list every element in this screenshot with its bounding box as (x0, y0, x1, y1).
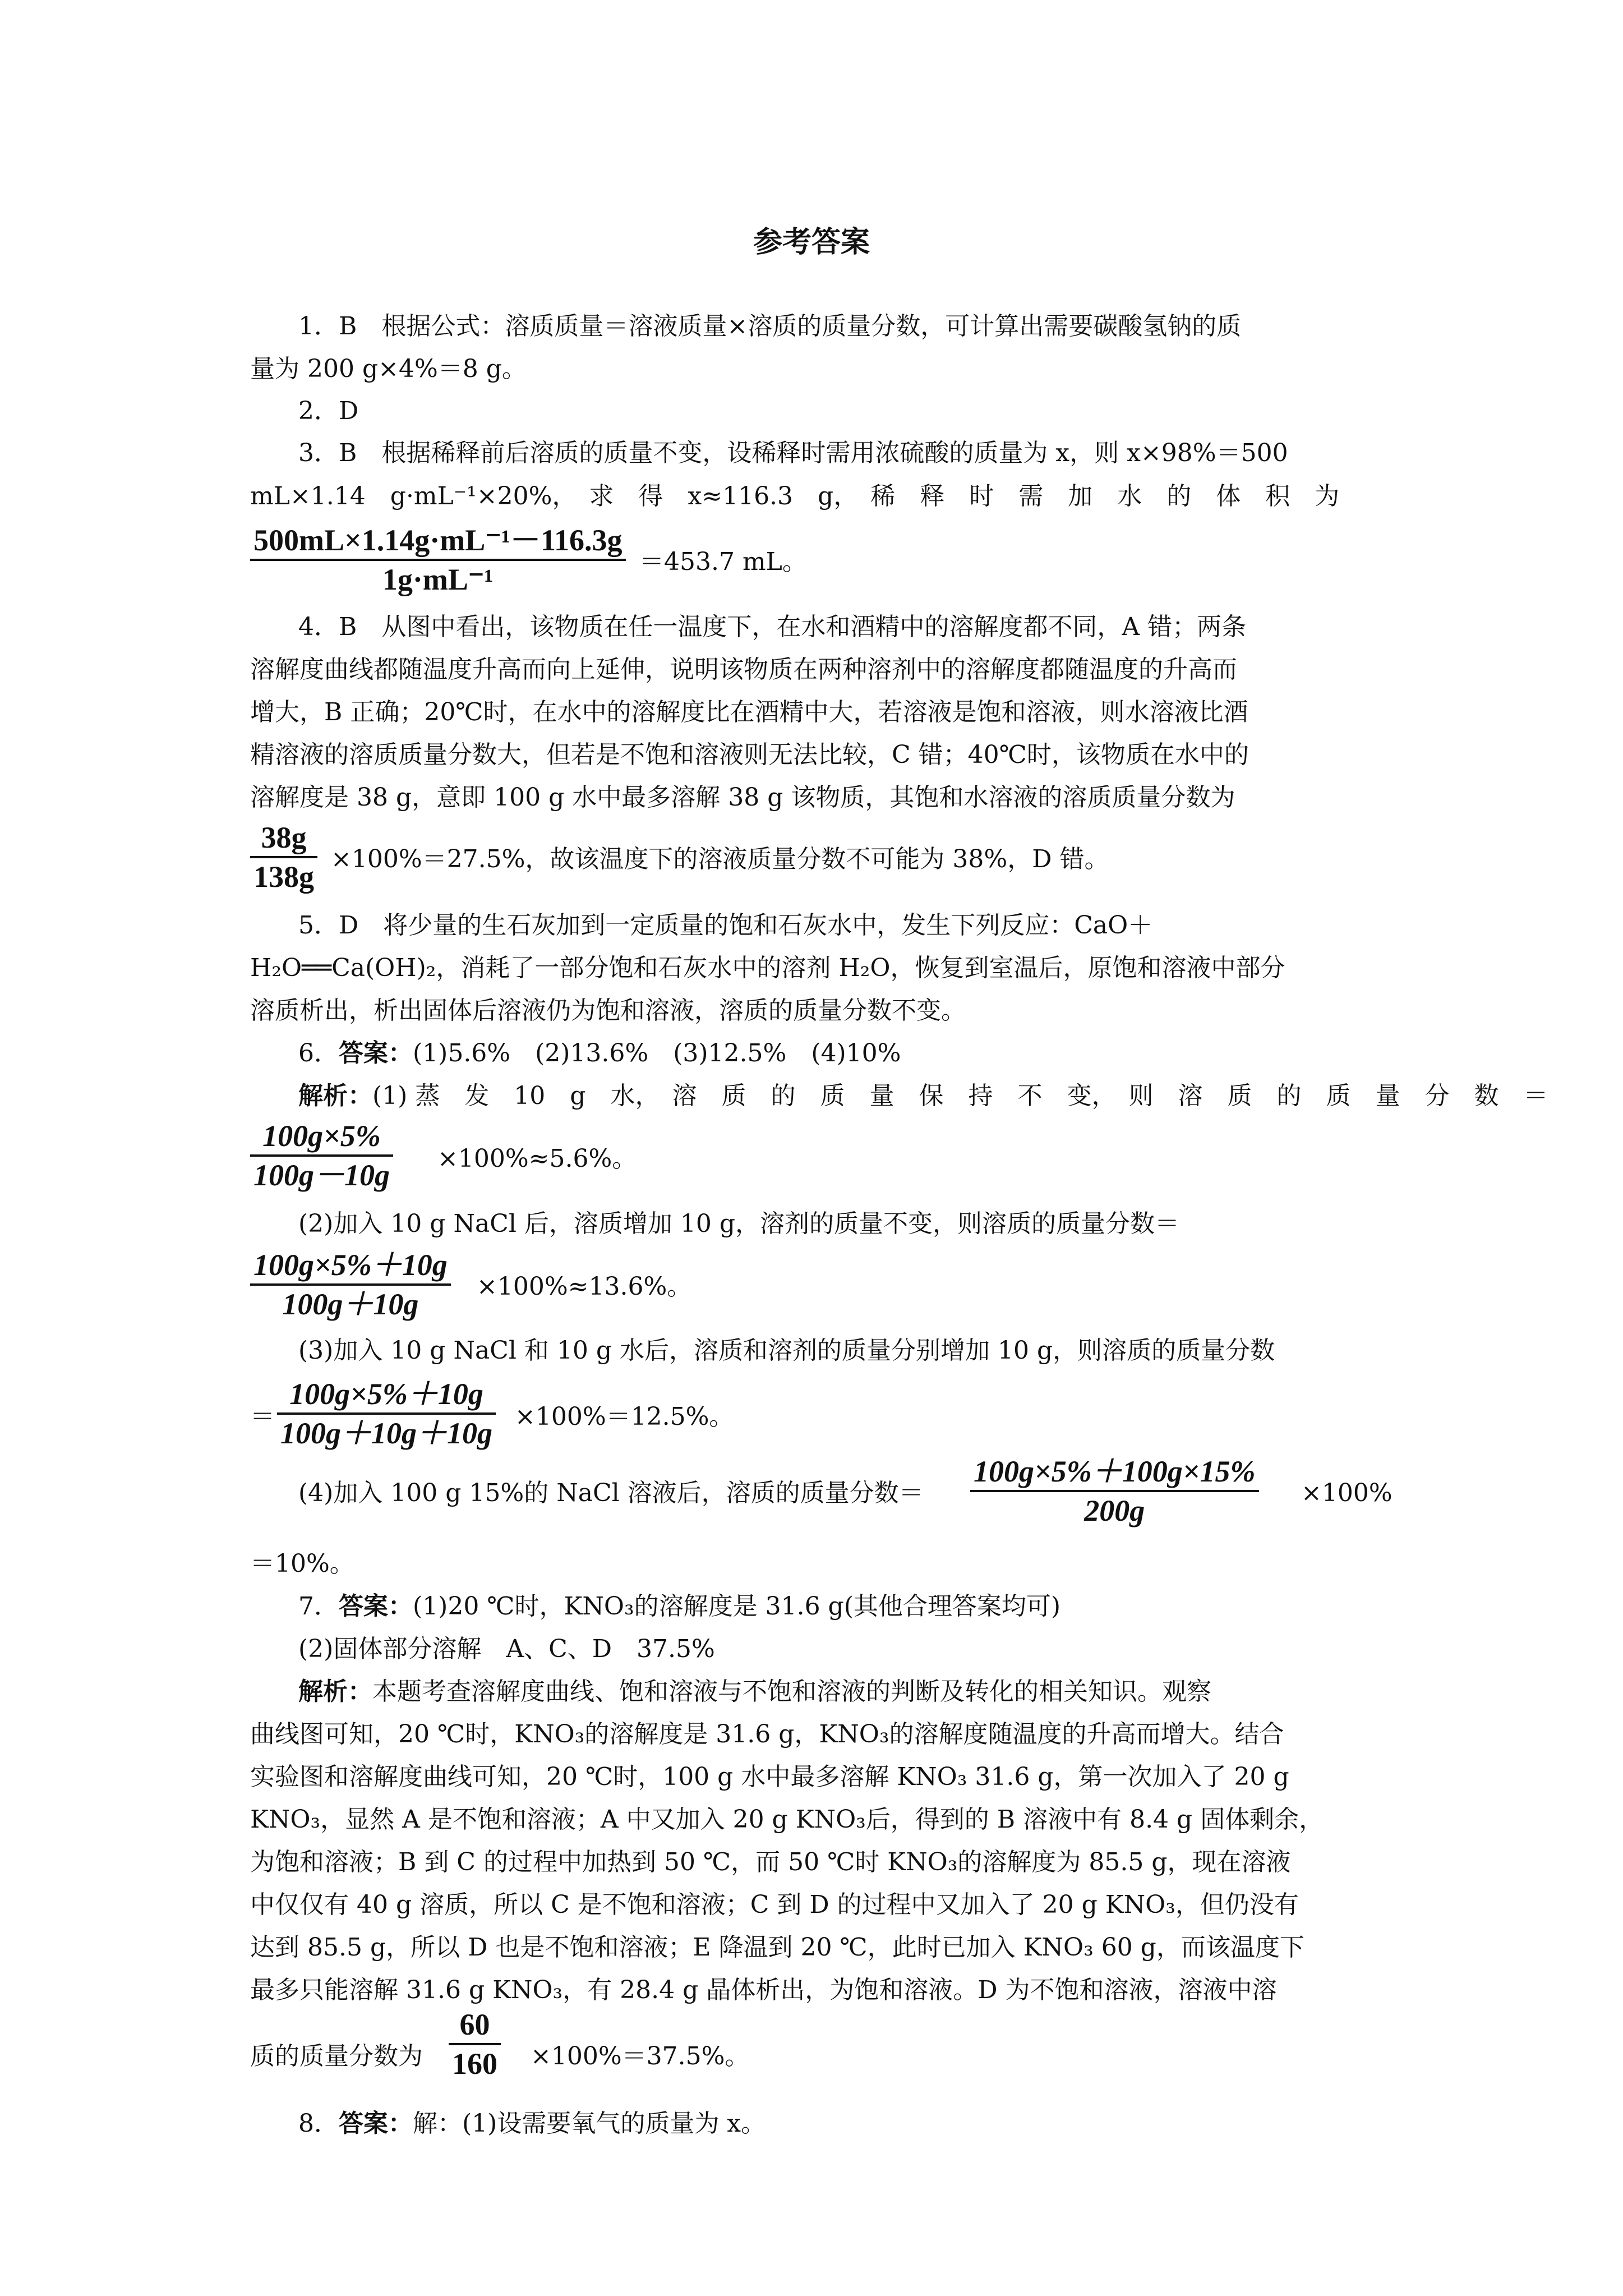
answer-label: 答案： (339, 1592, 413, 1621)
answer-6-analysis-4: (4)加入 100 g 15%的 NaCl 溶液后，溶质的质量分数＝ (298, 1479, 924, 1507)
fraction-numerator: 38g (261, 821, 307, 854)
fraction-numerator: 100g×5%＋10g (289, 1377, 483, 1411)
fraction-numerator: 100g×5% (262, 1119, 381, 1153)
answer-4-line-1: 4．B 从图中看出，该物质在任一温度下，在水和酒精中的溶解度都不同，A 错；两条 (298, 613, 1247, 641)
answer-text: 解：(1)设需要氧气的质量为 x。 (413, 2109, 766, 2138)
answer-1-line-1: 1．B 根据公式：溶质质量＝溶液质量×溶质的质量分数，可计算出需要碳酸氢钠的质 (298, 312, 1242, 341)
answer-values: (1)20 ℃时，KNO₃的溶解度是 31.6 g(其他合理答案均可) (413, 1592, 1061, 1621)
answer-8-header (298, 2107, 766, 2141)
answer-2-line-1: 2．D (298, 397, 359, 425)
page-title: 参考答案 (753, 226, 870, 259)
fraction-denominator: 160 (452, 2047, 497, 2081)
fraction-60-over-160 (449, 2006, 501, 2082)
answer-1-line-2: 量为 200 g×4%＝8 g。 (250, 355, 527, 383)
answer-4-line-6: ×100%＝27.5%，故该温度下的溶液质量分数不可能为 38%，D 错。 (331, 845, 1109, 873)
answer-6-result-1: ×100%≈5.6%。 (437, 1144, 637, 1173)
question-number: 8． (298, 2109, 339, 2138)
answer-7-analysis-6: 中仅仅有 40 g 溶质，所以 C 是不饱和溶液；C 到 D 的过程中又加入了 20 g KNO₃，但仍没有 (250, 1890, 1299, 1919)
fraction-denominator: 200g (1084, 1494, 1145, 1527)
fraction-part-2 (250, 1246, 451, 1323)
answer-6-result-4b: ＝10%。 (250, 1549, 354, 1578)
answer-6-header (298, 1037, 901, 1070)
analysis-text: (1) 蒸 发 10 g 水， 溶 质 的 质 量 保 持 不 变， 则 溶 质 的 质 量 分 数 ＝ (372, 1082, 1548, 1110)
answer-label: 答案： (339, 1039, 413, 1068)
answer-6-analysis-2: (2)加入 10 g NaCl 后，溶质增加 10 g，溶剂的质量不变，则溶质的质量分数＝ (298, 1209, 1180, 1238)
answer-7-analysis-1 (298, 1675, 1211, 1709)
answer-3-line-2: mL×1.14 g·mL⁻¹×20%， 求 得 x≈116.3 g， 稀 释 时 需 加 水 的 体 积 为 (250, 482, 1340, 510)
answer-5-line-2: H₂O══Ca(OH)₂，消耗了一部分饱和石灰水中的溶剂 H₂O，恢复到室温后，原饱和溶液中部分 (250, 954, 1285, 982)
fraction-denominator: 1g·mL⁻¹ (382, 563, 494, 596)
answer-6-result-2: ×100%≈13.6%。 (477, 1272, 692, 1301)
answer-7-header (298, 1590, 1061, 1623)
fraction-38-over-138 (250, 819, 317, 895)
answer-7-analysis-5: 为饱和溶液；B 到 C 的过程中加热到 50 ℃，而 50 ℃时 KNO₃的溶解度为 85.5 g，现在溶液 (250, 1848, 1291, 1876)
fraction-part-3 (277, 1375, 496, 1452)
answer-7-line-2: (2)固体部分溶解 A、C、D 37.5% (298, 1635, 715, 1663)
answer-7-analysis-4: KNO₃，显然 A 是不饱和溶液；A 中又加入 20 g KNO₃后，得到的 B 溶液中有 8.4 g 固体剩余， (250, 1805, 1324, 1834)
answer-6-analysis-3: (3)加入 10 g NaCl 和 10 g 水后，溶质和溶剂的质量分别增加 10 g，则溶质的质量分数 (298, 1336, 1275, 1365)
fraction-numerator: 100g×5%＋100g×15% (974, 1455, 1256, 1488)
fraction-denominator: 138g (253, 860, 314, 894)
answer-5-line-3: 溶质析出，析出固体后溶液仍为饱和溶液，溶质的质量分数不变。 (250, 996, 966, 1025)
answer-5-line-1: 5．D 将少量的生石灰加到一定质量的饱和石灰水中，发生下列反应：CaO＋ (298, 911, 1153, 940)
answer-4-line-3: 增大，B 正确；20℃时，在水中的溶解度比在酒精中大，若溶液是饱和溶液，则水溶液比酒 (250, 698, 1248, 726)
answer-3-line-3: ＝453.7 mL。 (639, 547, 807, 576)
answer-7-analysis-2: 曲线图可知，20 ℃时，KNO₃的溶解度是 31.6 g，KNO₃的溶解度随温度的升高而增大。结合 (250, 1720, 1284, 1749)
analysis-text: 本题考查溶解度曲线、饱和溶液与不饱和溶液的判断及转化的相关知识。观察 (372, 1677, 1211, 1706)
analysis-label: 解析： (298, 1677, 372, 1706)
answer-7-analysis-7: 达到 85.5 g，所以 D 也是不饱和溶液；E 降温到 20 ℃，此时已加入 KNO₃ 60 g，而该温度下 (250, 1933, 1304, 1962)
equals-sign: ＝ (250, 1402, 275, 1431)
answer-7-analysis-9: 质的质量分数为 (250, 2042, 423, 2070)
answer-6-result-4a: ×100% (1301, 1479, 1393, 1507)
answer-4-line-2: 溶解度曲线都随温度升高而向上延伸，说明该物质在两种溶剂中的溶解度都随温度的升高而 (250, 655, 1237, 684)
answer-7-analysis-3: 实验图和溶解度曲线可知，20 ℃时，100 g 水中最多溶解 KNO₃ 31.6 g，第一次加入了 20 g (250, 1763, 1289, 1791)
answer-label: 答案： (339, 2109, 413, 2138)
answer-7-result: ×100%＝37.5%。 (531, 2042, 750, 2070)
fraction-part-1 (250, 1117, 393, 1194)
answer-7-analysis-8: 最多只能溶解 31.6 g KNO₃，有 28.4 g 晶体析出，为饱和溶液。D 为不饱和溶液，溶液中溶 (250, 1976, 1277, 2004)
answer-6-result-3: ×100%＝12.5%。 (515, 1402, 734, 1431)
question-number: 6． (298, 1039, 339, 1068)
fraction-numerator: 500mL×1.14g·mL⁻¹－116.3g (253, 523, 623, 557)
answer-4-line-5: 溶解度是 38 g，意即 100 g 水中最多溶解 38 g 该物质，其饱和水溶液的溶质质量分数为 (250, 783, 1235, 812)
fraction-numerator: 60 (459, 2008, 490, 2041)
fraction-denominator: 100g＋10g＋10g (280, 1416, 492, 1450)
fraction-denominator: 100g－10g (253, 1158, 390, 1192)
fraction-dilution-volume (250, 522, 626, 598)
question-number: 7． (298, 1592, 339, 1621)
fraction-denominator: 100g＋10g (282, 1287, 419, 1321)
answer-6-analysis-1 (298, 1079, 1548, 1113)
answer-4-line-4: 精溶液的溶质质量分数大，但若是不饱和溶液则无法比较，C 错；40℃时，该物质在水中的 (250, 740, 1249, 769)
fraction-numerator: 100g×5%＋10g (253, 1248, 448, 1282)
fraction-part-4 (970, 1453, 1259, 1529)
answer-values: (1)5.6% (2)13.6% (3)12.5% (4)10% (413, 1039, 901, 1068)
answer-3-line-1: 3．B 根据稀释前后溶质的质量不变，设稀释时需用浓硫酸的质量为 x，则 x×98%＝500 (298, 439, 1288, 467)
analysis-label: 解析： (298, 1082, 372, 1110)
